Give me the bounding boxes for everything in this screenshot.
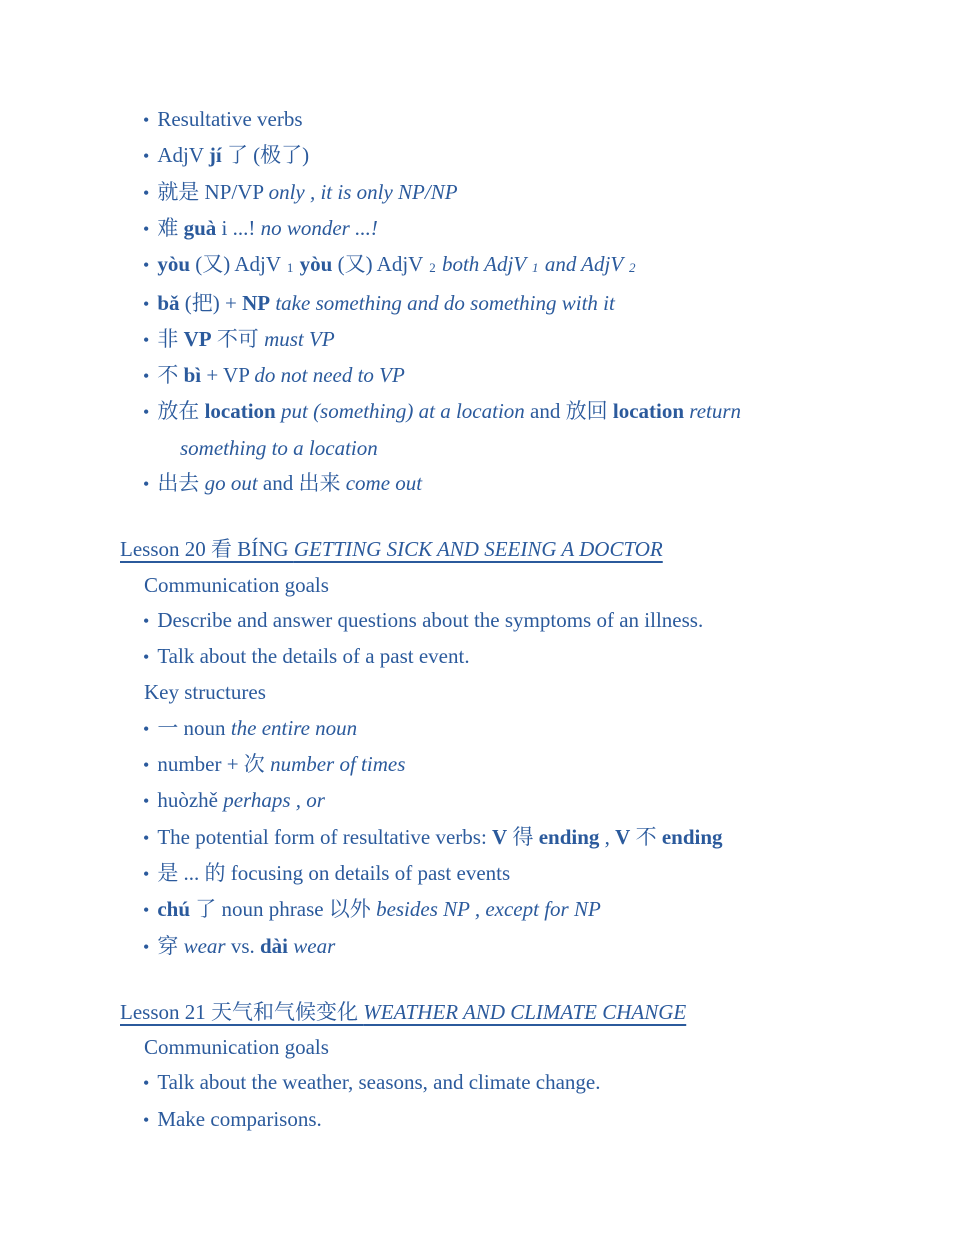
bullet-icon: • [143, 647, 150, 668]
text-run: NP [242, 290, 271, 315]
text-run: wear [183, 933, 226, 958]
text-run: AdjV [157, 143, 209, 168]
section-label [120, 568, 865, 603]
text-run: 就是 NP/VP [157, 179, 269, 204]
text-run: yòu [157, 252, 190, 277]
text-run: return [689, 399, 742, 424]
text-run: number + 次 [157, 752, 271, 777]
toc-bullet-item [120, 783, 865, 819]
text-run: the entire noun [230, 715, 358, 740]
bullet-icon: • [143, 218, 150, 239]
text-run: V [615, 824, 631, 849]
text-run: Communication goals [144, 572, 329, 597]
text-run: 得 [507, 824, 539, 849]
bullet-icon: • [143, 474, 150, 494]
lesson-heading-text [120, 1000, 686, 1024]
section-label [120, 675, 865, 710]
bullet-icon: • [143, 366, 150, 387]
text-run: Communication goals [144, 1035, 329, 1060]
text-run: come out [345, 471, 423, 495]
bullet-icon: • [143, 110, 150, 130]
text-run: 不可 [211, 326, 265, 351]
text-run: take something and do something with it [275, 290, 615, 315]
text-run: jí [208, 143, 222, 168]
text-run: chú [157, 897, 190, 922]
toc-bullet-item [120, 747, 865, 783]
text-run: 2 [429, 260, 436, 276]
lesson-heading-link[interactable] [120, 995, 865, 1030]
toc-bullet-item [120, 1102, 865, 1138]
bullet-icon: • [143, 1109, 150, 1130]
text-run: 1 [286, 260, 294, 276]
text-run: 不 [630, 824, 662, 849]
text-run: Lesson 21 天气和气候变化 [120, 999, 364, 1024]
bullet-icon: • [143, 255, 150, 276]
text-run: bǎ [157, 290, 180, 315]
text-run: Talk about the details of a past event. [157, 644, 470, 669]
toc-bullet-item [120, 175, 865, 211]
text-run: vs. [225, 933, 260, 958]
text-run: Resultative verbs [157, 107, 303, 131]
lesson-heading-link[interactable] [120, 532, 865, 567]
text-run: huòzhě [157, 788, 224, 813]
text-run: and AdjV [539, 252, 629, 277]
text-run: The potential form of resultative verbs: [157, 824, 493, 849]
text-run: bì [183, 363, 202, 388]
text-run: wear [293, 933, 336, 958]
bullet-icon: • [143, 610, 150, 631]
text-run: Key structures [144, 680, 266, 705]
text-run: no wonder ...! [260, 215, 378, 240]
text-run: 2 [629, 260, 636, 276]
toc-bullet-item [120, 892, 865, 928]
text-run: 一 noun [157, 715, 231, 740]
bullet-icon: • [143, 1073, 150, 1094]
text-run: only , it is only NP/NP [268, 179, 458, 204]
toc-bullet-item [120, 929, 865, 965]
toc-bullet-item [120, 322, 865, 358]
toc-bullet-item [120, 138, 865, 174]
text-run: yòu [299, 252, 333, 277]
toc-bullet-item [120, 211, 865, 247]
bullet-icon: • [143, 293, 150, 314]
text-run: 非 [157, 326, 184, 351]
text-run: 了 noun phrase 以外 [190, 897, 377, 922]
text-run: GETTING SICK AND SEEING A DOCTOR [293, 537, 663, 562]
bullet-icon: • [143, 146, 150, 167]
text-run: something to a location [180, 435, 378, 460]
text-run: VP [183, 326, 212, 351]
text-run: i ...! [216, 215, 261, 240]
text-run: and 出来 [257, 471, 346, 495]
bullet-icon: • [143, 718, 150, 739]
section-label [120, 1030, 865, 1065]
text-run: 穿 [157, 933, 184, 958]
text-run: (又) AdjV [332, 252, 429, 277]
text-run: go out [204, 471, 258, 495]
text-run: both AdjV [441, 252, 532, 277]
text-run: and 放回 [524, 399, 613, 424]
text-run: put (something) at a location [280, 399, 525, 424]
bullet-icon: • [143, 791, 150, 812]
text-run: WEATHER AND CLIMATE CHANGE [363, 999, 687, 1024]
toc-bullet-item [120, 466, 865, 502]
text-run: (又) AdjV [190, 252, 286, 277]
bullet-icon: • [143, 182, 150, 203]
text-run: dài [260, 933, 289, 958]
text-run: perhaps , or [223, 788, 325, 813]
text-run: Talk about the weather, seasons, and climate change. [157, 1070, 601, 1095]
bullet-icon: • [143, 329, 150, 350]
bullet-icon: • [143, 827, 150, 848]
text-run: ending [538, 824, 600, 849]
lesson-heading-text [120, 537, 663, 561]
text-run: location [204, 399, 276, 424]
text-run: do not need to VP [254, 363, 405, 388]
bullet-icon: • [143, 755, 150, 776]
toc-bullet-item [120, 102, 865, 138]
toc-bullet-item [120, 286, 865, 322]
text-run: number of times [270, 752, 406, 777]
toc-bullet-item [120, 639, 865, 675]
text-run: 1 [532, 260, 539, 276]
text-run: ending [661, 824, 723, 849]
toc-bullet-item [120, 603, 865, 639]
toc-bullet-item [120, 1065, 865, 1101]
bullet-icon: • [143, 900, 150, 921]
text-run: 是 ... 的 focusing on details of past events [157, 860, 511, 885]
text-run: (把) + [179, 290, 243, 315]
toc-bullet-item [120, 247, 865, 285]
text-run: 难 [157, 215, 184, 240]
text-run: V [492, 824, 508, 849]
toc-bullet-item [120, 820, 865, 856]
text-run: Lesson 20 看 BÍNG [120, 537, 294, 562]
toc-bullet-item [120, 358, 865, 394]
toc-bullet-item [120, 394, 865, 466]
text-run: must VP [264, 326, 335, 351]
text-run: , [599, 824, 616, 849]
bullet-icon: • [143, 863, 150, 884]
toc-bullet-item [120, 856, 865, 892]
text-run: + VP [201, 363, 255, 388]
document-content [120, 102, 865, 1138]
text-run: Make comparisons. [157, 1106, 322, 1131]
text-run: 出去 [157, 471, 205, 495]
bullet-icon: • [143, 402, 150, 423]
bullet-icon: • [143, 936, 150, 957]
text-run: besides NP , except for NP [376, 897, 601, 922]
text-run: 了 (极了) [221, 143, 310, 168]
text-run: 不 [157, 363, 184, 388]
toc-bullet-item [120, 711, 865, 747]
text-run: 放在 [157, 399, 205, 424]
text-run: Describe and answer questions about the symptoms of an illness. [157, 607, 704, 632]
text-run: location [612, 399, 685, 424]
text-run: guà [183, 215, 217, 240]
